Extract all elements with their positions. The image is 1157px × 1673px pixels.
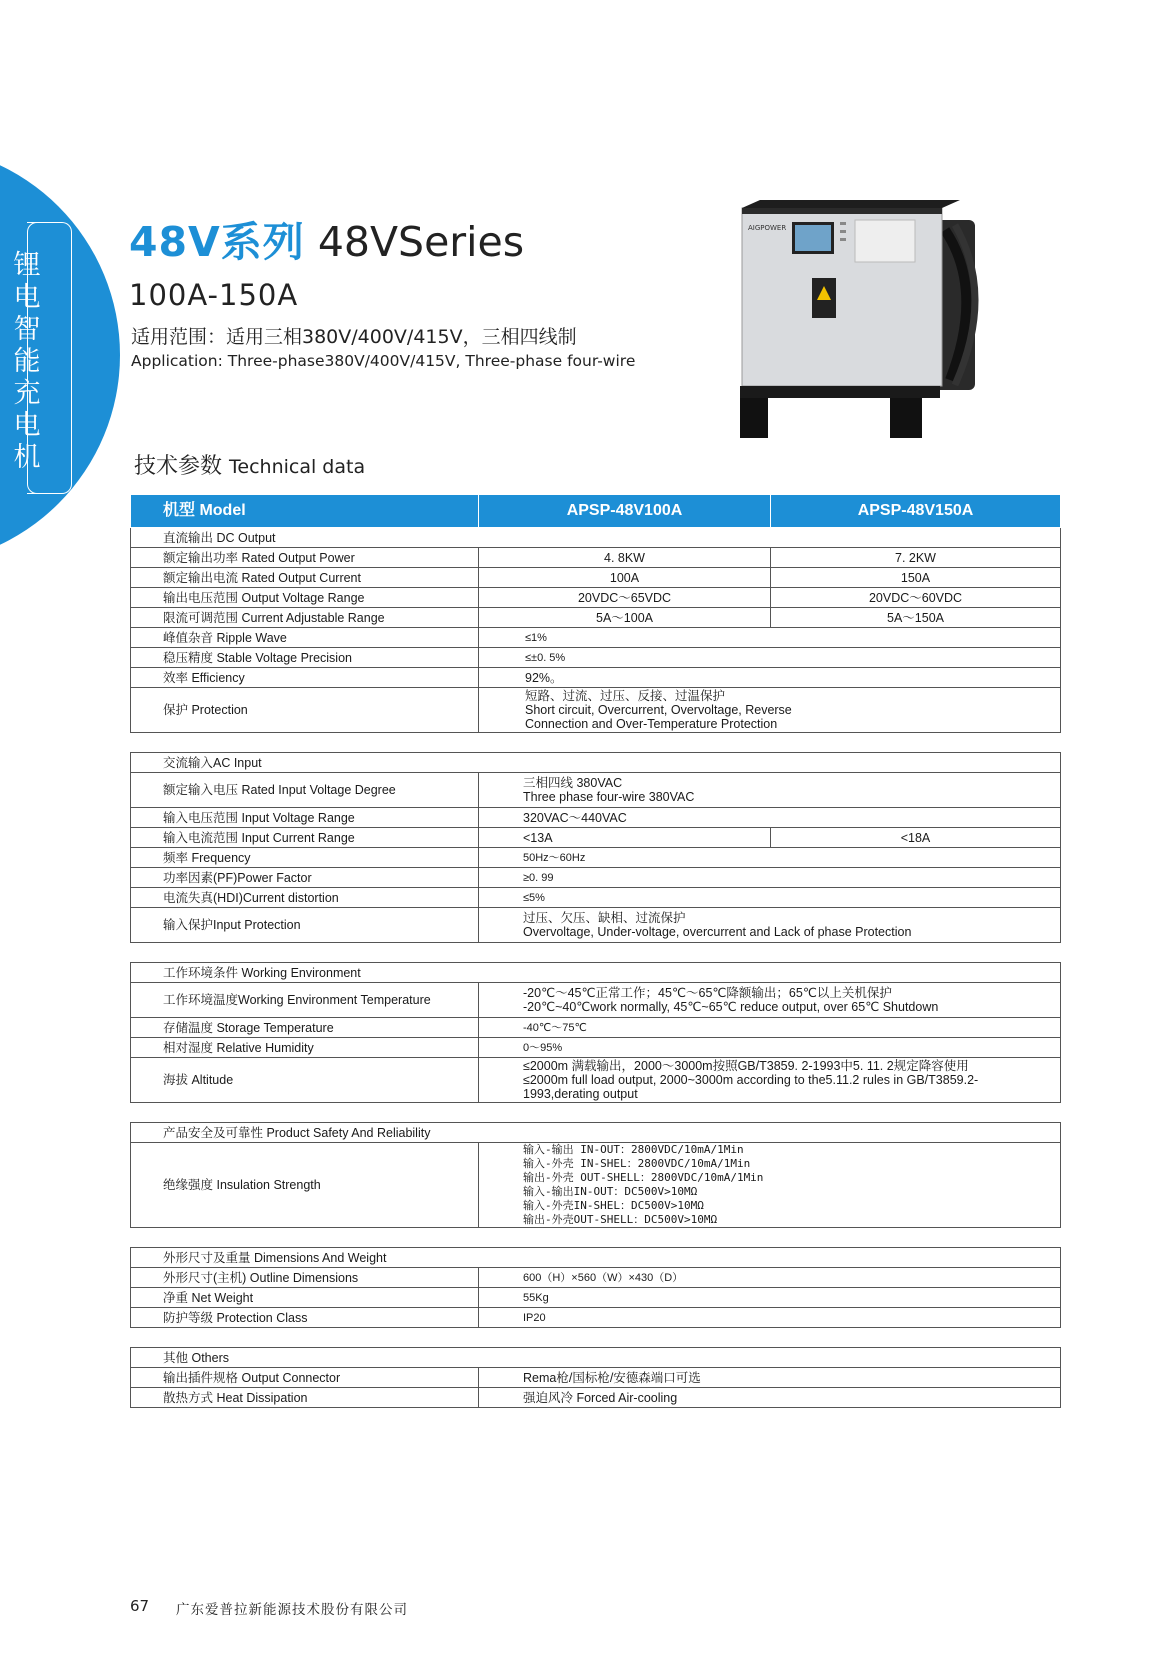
series-cn: 48V系列 <box>129 218 305 266</box>
table-row <box>131 1058 1061 1103</box>
row-label: 峰值杂音 Ripple Wave <box>131 628 479 648</box>
section-ac: 交流输入AC Input <box>131 753 1061 773</box>
gap-cell <box>131 1328 1061 1348</box>
gap-cell <box>131 733 1061 753</box>
tech-data-title <box>134 449 365 480</box>
value-line: 输入-输出IN-OUT：DC500V>10MΩ <box>523 1185 698 1198</box>
section-env: 工作环境条件 Working Environment <box>131 963 1061 983</box>
row-value: 320VAC～440VAC <box>479 808 1061 828</box>
table-row <box>131 568 1061 588</box>
section-dc: 直流输出 DC Output <box>131 528 1061 548</box>
row-value: ≤1% <box>479 628 1061 648</box>
row-label: 额定输出电流 Rated Output Current <box>131 568 479 588</box>
row-value: 5A～100A <box>479 608 771 628</box>
value-line: ≤2000m 满载输出，2000～3000m按照GB/T3859. 2-1993中5. 11. 2规定降容使用 <box>523 1059 969 1073</box>
row-label: 工作环境温度Working Environment Temperature <box>131 983 479 1018</box>
table-row <box>131 1268 1061 1288</box>
row-value: 150A <box>771 568 1061 588</box>
section-row <box>131 1123 1061 1143</box>
row-value: Rema枪/国标枪/安德森端口可选 <box>479 1368 1061 1388</box>
value-line: 输出-外壳OUT-SHELL：DC500V>10MΩ <box>523 1213 718 1226</box>
side-vertical-title <box>5 250 49 474</box>
section-row <box>131 753 1061 773</box>
series-en: 48VSeries <box>317 218 525 266</box>
table-row <box>131 983 1061 1018</box>
head-model: 机型 Model <box>131 495 479 528</box>
side-char: 充 <box>13 378 41 409</box>
row-value: ≥0. 99 <box>479 868 1061 888</box>
row-value <box>479 908 1061 943</box>
value-line: Overvoltage, Under-voltage, overcurrent and Lack of phase Protection <box>523 925 912 939</box>
row-value: <13A <box>479 828 771 848</box>
value-line: -20℃～45℃正常工作；45℃～65℃降额输出；65℃以上关机保护 <box>523 986 892 1000</box>
value-line: 输出-外壳 OUT-SHELL：2800VDC/10mA/1Min <box>523 1171 764 1184</box>
table-row <box>131 588 1061 608</box>
side-char: 锂 <box>13 250 41 281</box>
gap-row <box>131 1328 1061 1348</box>
row-label: 效率 Efficiency <box>131 668 479 688</box>
row-value <box>479 983 1061 1018</box>
row-value: <18A <box>771 828 1061 848</box>
table-row <box>131 1368 1061 1388</box>
value-line: 三相四线 380VAC <box>523 776 623 790</box>
application-en: Application: Three-phase380V/400V/415V, Three-phase four-wire <box>131 352 636 370</box>
row-label: 防护等级 Protection Class <box>131 1308 479 1328</box>
section-row <box>131 528 1061 548</box>
table-row <box>131 908 1061 943</box>
value-line: Short circuit, Overcurrent, Overvoltage, Reverse <box>525 703 792 717</box>
table-row <box>131 668 1061 688</box>
gap-row <box>131 733 1061 753</box>
row-label: 限流可调范围 Current Adjustable Range <box>131 608 479 628</box>
gap-cell <box>131 943 1061 963</box>
value-line: 过压、欠压、缺相、过流保护 <box>523 911 686 925</box>
table-row <box>131 608 1061 628</box>
gap-row <box>131 943 1061 963</box>
side-char: 智 <box>13 314 41 345</box>
side-char: 电 <box>13 282 41 313</box>
row-value: 强迫风冷 Forced Air-cooling <box>479 1388 1061 1408</box>
table-row <box>131 1018 1061 1038</box>
table-row <box>131 773 1061 808</box>
table-row <box>131 808 1061 828</box>
head-col2: APSP-48V150A <box>771 495 1061 528</box>
row-label: 额定输入电压 Rated Input Voltage Degree <box>131 773 479 808</box>
value-line: 输入-外壳IN-SHEL：DC500V>10MΩ <box>523 1199 704 1212</box>
table-row <box>131 688 1061 733</box>
row-value: 7. 2KW <box>771 548 1061 568</box>
gap-row <box>131 1103 1061 1123</box>
row-label: 输入电流范围 Input Current Range <box>131 828 479 848</box>
row-value: -40℃～75℃ <box>479 1018 1061 1038</box>
row-label: 输出电压范围 Output Voltage Range <box>131 588 479 608</box>
side-char: 电 <box>13 410 41 441</box>
spec-sheet <box>130 494 1060 1408</box>
row-label: 保护 Protection <box>131 688 479 733</box>
section-row <box>131 1348 1061 1368</box>
row-label: 净重 Net Weight <box>131 1288 479 1308</box>
current-range: 100A-150A <box>129 278 299 312</box>
table-row <box>131 1288 1061 1308</box>
row-label: 电流失真(HDI)Current distortion <box>131 888 479 908</box>
row-label: 绝缘强度 Insulation Strength <box>131 1143 479 1228</box>
row-label: 输出插件规格 Output Connector <box>131 1368 479 1388</box>
row-value <box>479 1143 1061 1228</box>
row-value: 600（H）×560（W）×430（D） <box>479 1268 1061 1288</box>
table-head <box>131 495 1061 528</box>
product-brand: AIGPOWER <box>748 224 787 232</box>
page-number: 67 <box>130 1597 150 1615</box>
gap-row <box>131 1228 1061 1248</box>
row-label: 额定输出功率 Rated Output Power <box>131 548 479 568</box>
table-row <box>131 1143 1061 1228</box>
table-row <box>131 1388 1061 1408</box>
row-value <box>479 1058 1061 1103</box>
value-line: ≤2000m full load output, 2000~3000m according to the5.11.2 rules in GB/T3859.2- <box>523 1073 979 1087</box>
row-value: 92%。 <box>479 668 1061 688</box>
gap-cell <box>131 1228 1061 1248</box>
gap-cell <box>131 1103 1061 1123</box>
tech-title-cn: 技术参数 <box>134 454 223 479</box>
table-row <box>131 628 1061 648</box>
row-label: 存储温度 Storage Temperature <box>131 1018 479 1038</box>
row-label: 功率因素(PF)Power Factor <box>131 868 479 888</box>
value-line: 输入-输出 IN-OUT：2800VDC/10mA/1Min <box>523 1143 744 1156</box>
row-label: 输入电压范围 Input Voltage Range <box>131 808 479 828</box>
section-others: 其他 Others <box>131 1348 1061 1368</box>
section-row <box>131 1248 1061 1268</box>
row-value: ≤5% <box>479 888 1061 908</box>
row-label: 稳压精度 Stable Voltage Precision <box>131 648 479 668</box>
row-label: 输入保护Input Protection <box>131 908 479 943</box>
application-cn: 适用范围：适用三相380V/400V/415V，三相四线制 <box>131 326 577 348</box>
row-label: 相对湿度 Relative Humidity <box>131 1038 479 1058</box>
row-value: 0～95% <box>479 1038 1061 1058</box>
table-row <box>131 1308 1061 1328</box>
row-value: 50Hz～60Hz <box>479 848 1061 868</box>
table-row <box>131 648 1061 668</box>
row-value <box>479 688 1061 733</box>
row-label: 频率 Frequency <box>131 848 479 868</box>
table-row <box>131 828 1061 848</box>
value-line: 短路、过流、过压、反接、过温保护 <box>525 689 726 703</box>
spec-table <box>130 494 1061 1408</box>
company-name: 广东爱普拉新能源技术股份有限公司 <box>176 1602 408 1618</box>
row-value: 55Kg <box>479 1288 1061 1308</box>
product-image <box>740 200 990 460</box>
section-safety: 产品安全及可靠性 Product Safety And Reliability <box>131 1123 1061 1143</box>
table-row <box>131 848 1061 868</box>
row-value: ≤±0. 5% <box>479 648 1061 668</box>
row-value: IP20 <box>479 1308 1061 1328</box>
value-line: -20℃~40℃work normally, 45℃~65℃ reduce output, over 65℃ Shutdown <box>523 1000 939 1014</box>
value-line: 1993,derating output <box>523 1087 638 1101</box>
row-label: 海拔 Altitude <box>131 1058 479 1103</box>
section-row <box>131 963 1061 983</box>
head-col1: APSP-48V100A <box>479 495 771 528</box>
table-row <box>131 1038 1061 1058</box>
table-row <box>131 868 1061 888</box>
value-line: Connection and Over-Temperature Protection <box>525 717 778 731</box>
row-value <box>479 773 1061 808</box>
row-value: 20VDC～60VDC <box>771 588 1061 608</box>
table-row <box>131 888 1061 908</box>
row-value: 100A <box>479 568 771 588</box>
value-line: 输入-外壳 IN-SHEL：2800VDC/10mA/1Min <box>523 1157 751 1170</box>
tech-title-en: Technical data <box>229 456 366 478</box>
row-label: 散热方式 Heat Dissipation <box>131 1388 479 1408</box>
row-label: 外形尺寸(主机) Outline Dimensions <box>131 1268 479 1288</box>
section-dims: 外形尺寸及重量 Dimensions And Weight <box>131 1248 1061 1268</box>
row-value: 5A～150A <box>771 608 1061 628</box>
side-char: 能 <box>13 346 41 377</box>
side-char: 机 <box>13 442 41 473</box>
page-title <box>129 218 524 266</box>
row-value: 4. 8KW <box>479 548 771 568</box>
table-row <box>131 548 1061 568</box>
row-value: 20VDC～65VDC <box>479 588 771 608</box>
value-line: Three phase four-wire 380VAC <box>523 790 695 804</box>
